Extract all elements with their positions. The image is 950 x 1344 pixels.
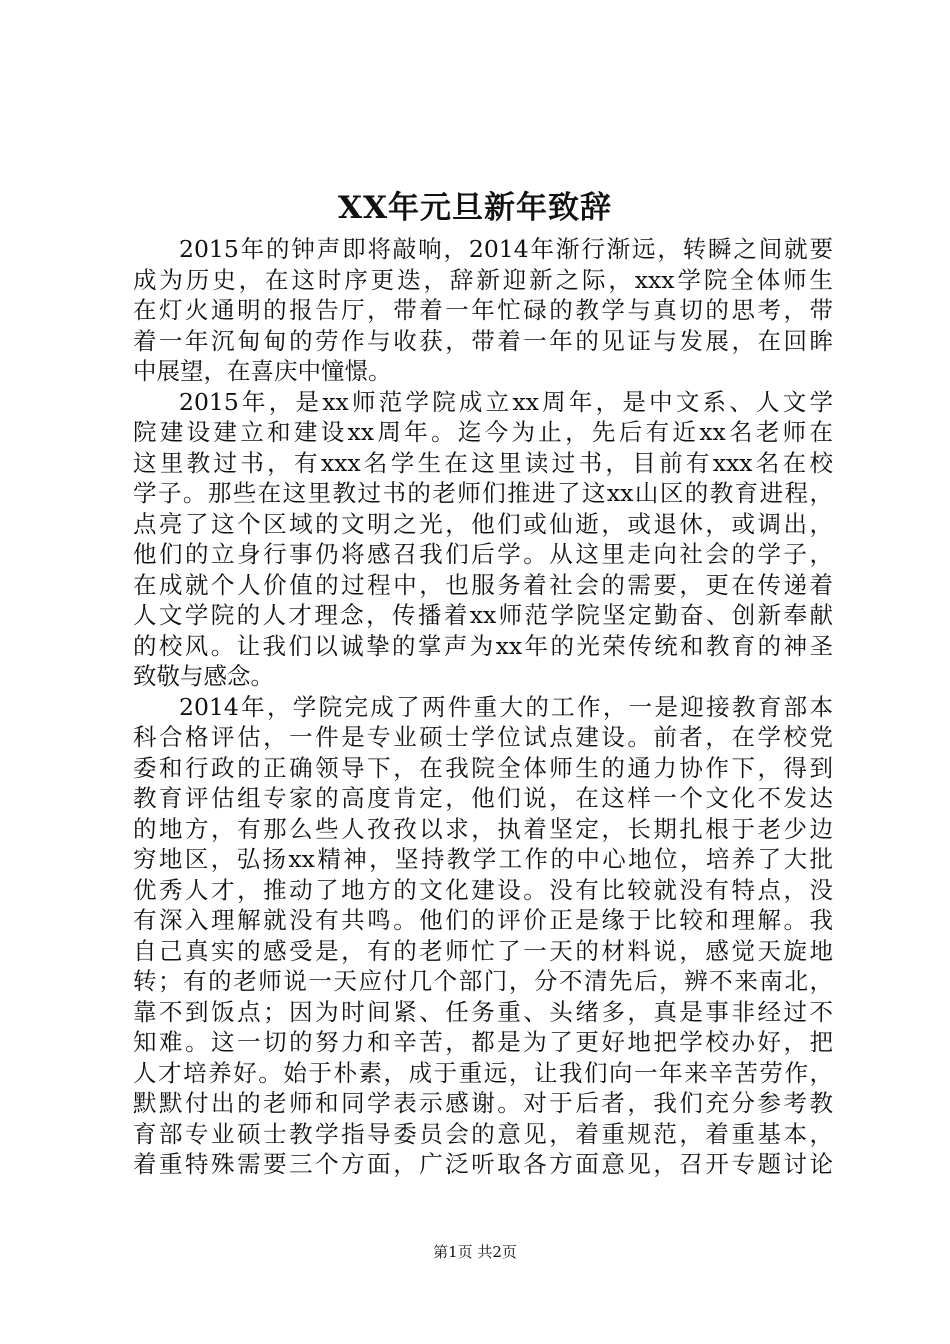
text-line: 的地方，有那么些人孜孜以求，执着坚定，长期扎根于老少边 [133, 814, 833, 843]
text-line: 科合格评估，一件是专业硕士学位试点建设。前者，在学校党 [133, 723, 833, 751]
text-line: 育部专业硕士教学指导委员会的意见，着重规范，着重基本， [133, 1119, 833, 1148]
document-title: XX年元旦新年致辞 [337, 190, 613, 226]
text-line: 在灯火通明的报告厅，带着一年忙碌的教学与真切的思考，带 [133, 296, 833, 324]
text-line: 人文学院的人才理念，传播着xx师范学院坚定勤奋、创新奉献 [133, 601, 833, 629]
text-line: 自己真实的感受是，有的老师忙了一天的材料说，感觉天旋地 [133, 936, 833, 965]
page-footer [0, 1240, 950, 1264]
text-line: 他们的立身行事仍将感召我们后学。从这里走向社会的学子， [133, 540, 833, 568]
text-line: 成为历史，在这时序更迭，辞新迎新之际，xxx学院全体师生 [133, 265, 833, 294]
text-line: 知难。这一切的努力和辛苦，都是为了更好地把学校办好，把 [133, 1028, 833, 1056]
page-number-label: 第1页 共2页 [433, 1243, 517, 1261]
text-line: 这里教过书，有xxx名学生在这里读过书，目前有xxx名在校 [133, 448, 833, 477]
text-line: 委和行政的正确领导下，在我院全体师生的通力协作下，得到 [133, 753, 833, 782]
text-line: 着重特殊需要三个方面，广泛听取各方面意见，召开专题讨论 [133, 1150, 833, 1178]
text-line: 在成就个人价值的过程中，也服务着社会的需要，更在传递着 [133, 570, 833, 599]
text-line: 院建设建立和建设xx周年。迄今为止，先后有近xx名老师在 [133, 418, 833, 446]
text-line: 致敬与感念。 [133, 662, 274, 690]
text-line: 有深入理解就没有共鸣。他们的评价正是缘于比较和理解。我 [133, 906, 833, 934]
text-line: 2015年的钟声即将敲响，2014年渐行渐远，转瞬之间就要 [179, 235, 833, 263]
text-line: 穷地区，弘扬xx精神，坚持教学工作的中心地位，培养了大批 [133, 845, 833, 873]
text-line: 人才培养好。始于朴素，成于重远，让我们向一年来辛苦劳作， [133, 1058, 833, 1087]
text-line: 优秀人才，推动了地方的文化建设。没有比较就没有特点，没 [133, 875, 833, 904]
text-line: 着一年沉甸甸的劳作与收获，带着一年的见证与发展，在回眸 [133, 326, 833, 355]
text-line: 的校风。让我们以诚挚的掌声为xx年的光荣传统和教育的神圣 [133, 631, 833, 660]
text-line: 默默付出的老师和同学表示感谢。对于后者，我们充分参考教 [133, 1089, 833, 1117]
text-line: 点亮了这个区域的文明之光，他们或仙逝，或退休，或调出， [133, 509, 833, 538]
text-line: 靠不到饭点；因为时间紧、任务重、头绪多，真是事非经过不 [133, 997, 833, 1026]
document-body [133, 234, 833, 1180]
text-line: 中展望，在喜庆中憧憬。 [133, 357, 392, 385]
text-line: 转；有的老师说一天应付几个部门，分不清先后，辨不来南北， [133, 967, 833, 995]
text-line: 2015年，是xx师范学院成立xx周年，是中文系、人文学 [179, 387, 833, 416]
text-line: 学子。那些在这里教过书的老师们推进了这xx山区的教育进程， [133, 479, 833, 507]
text-line: 教育评估组专家的高度肯定，他们说，在这样一个文化不发达 [133, 784, 833, 812]
text-line: 2014年，学院完成了两件重大的工作，一是迎接教育部本 [179, 692, 833, 721]
